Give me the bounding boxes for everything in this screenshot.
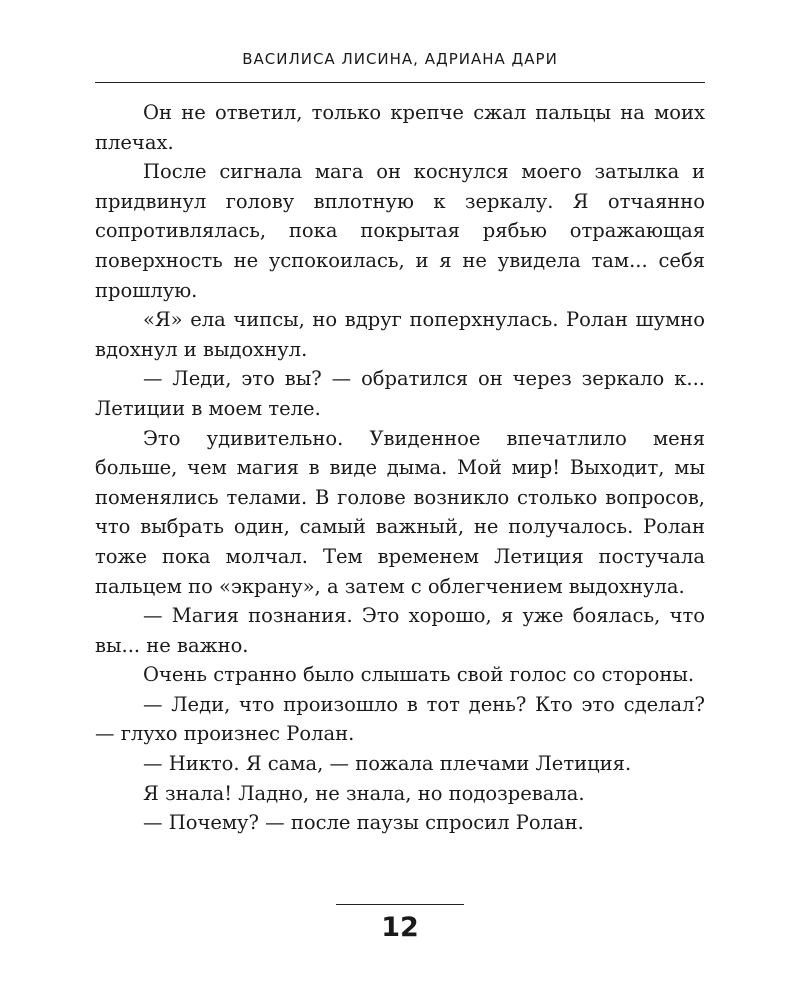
page-body [95,98,705,838]
paragraph: Это удивительно. Увиденное впечатлило меня больше, чем магия в виде дыма. Мой мир! Выходит, мы поменялись телами. В голове возникло столько вопросов, что выбрать один, самый важный, не получалось. Ролан тоже пока молчал. Тем временем Летиция постучала пальцем по «экрану», а затем с облегчением выдохнула. [95,426,705,598]
paragraph: После сигнала мага он коснулся моего затылка и придвинул голову вплотную к зеркалу. Я отчаянно сопротивлялась, пока покрытая рябью отражающая поверхность не успокоилась, и я не увидела там... себя прошлую. [95,160,705,302]
running-head: ВАСИЛИСА ЛИСИНА, АДРИАНА ДАРИ [242,50,558,68]
paragraph: Он не ответил, только крепче сжал пальцы на моих плечах. [95,101,705,154]
paragraph: — Никто. Я сама, — пожала плечами Летиция. [143,752,632,776]
paragraph: «Я» ела чипсы, но вдруг поперхнулась. Ролан шумно вдохнул и выдохнул. [95,308,705,361]
page-number: 12 [381,912,419,943]
footer-rule [336,904,464,905]
paragraph: Очень странно было слышать свой голос со стороны. [143,663,695,687]
paragraph: Я знала! Ладно, не знала, но подозревала. [143,781,585,805]
paragraph: — Магия познания. Это хорошо, я уже боялась, что вы... не важно. [95,604,705,657]
header-rule [95,82,705,83]
paragraph: — Почему? — после паузы спросил Ролан. [143,811,584,835]
paragraph: — Леди, это вы? — обратился он через зеркало к... Летиции в моем теле. [95,367,705,420]
paragraph: — Леди, что произошло в тот день? Кто это сделал? — глухо произнес Ролан. [95,692,705,746]
